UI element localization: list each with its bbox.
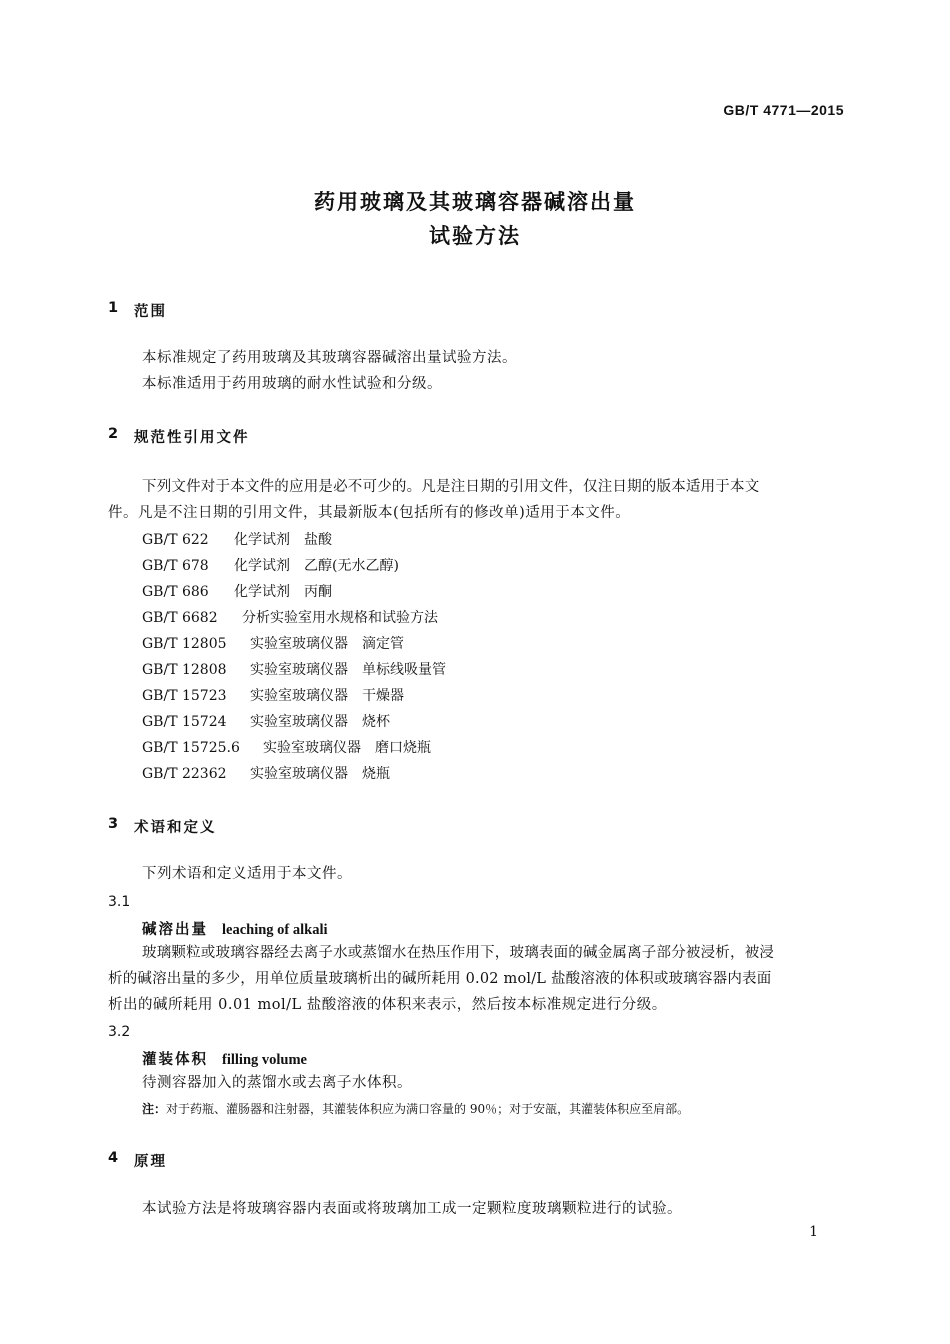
subsection-number: 3.2 (108, 1024, 131, 1040)
section-title: 术语和定义 (134, 820, 217, 836)
standard-code: GB/T 4771—2015 (723, 102, 844, 118)
reference-title: 化学试剂 盐酸 (234, 532, 332, 548)
reference-item (142, 607, 438, 627)
section-number: 3 (108, 816, 119, 832)
paragraph: 本试验方法是将玻璃容器内表面或将玻璃加工成一定颗粒度玻璃颗粒进行的试验。 (142, 1201, 682, 1217)
reference-title: 化学试剂 丙酮 (234, 584, 332, 600)
subsection-number: 3.1 (108, 894, 131, 910)
section-number: 1 (108, 300, 119, 316)
reference-code: GB/T 12808 (142, 662, 227, 678)
paragraph: 下列术语和定义适用于本文件。 (142, 866, 352, 882)
term-en: filling volume (222, 1052, 307, 1068)
reference-item (142, 555, 399, 575)
reference-code: GB/T 15723 (142, 688, 227, 704)
reference-item (142, 711, 390, 731)
reference-title: 实验室玻璃仪器 磨口烧瓶 (263, 740, 431, 756)
reference-item (142, 529, 332, 549)
reference-title: 分析实验室用水规格和试验方法 (242, 610, 438, 626)
note-label: 注： (142, 1102, 167, 1116)
reference-code: GB/T 6682 (142, 610, 218, 626)
reference-item (142, 737, 431, 757)
reference-item (142, 581, 332, 601)
section-title: 原理 (134, 1154, 167, 1170)
page-number: 1 (809, 1224, 818, 1240)
document-title-line-1: 药用玻璃及其玻璃容器碱溶出量 (314, 190, 636, 214)
section-title: 规范性引用文件 (134, 430, 250, 446)
section-title: 范围 (134, 304, 167, 320)
document-title-line-2: 试验方法 (429, 224, 521, 248)
definition-line: 玻璃颗粒或玻璃容器经去离子水或蒸馏水在热压作用下，玻璃表面的碱金属离子部分被浸析，被浸 (142, 945, 775, 961)
reference-item (142, 633, 404, 653)
definition-line: 析的碱溶出量的多少，用单位质量玻璃析出的碱所耗用 0.02 mol/L 盐酸溶液的体积或玻璃容器内表面 (108, 971, 772, 987)
reference-title: 实验室玻璃仪器 滴定管 (250, 636, 404, 652)
reference-item (142, 763, 390, 783)
definition-line: 待测容器加入的蒸馏水或去离子水体积。 (142, 1075, 412, 1091)
reference-code: GB/T 22362 (142, 766, 227, 782)
reference-code: GB/T 678 (142, 558, 209, 574)
reference-code: GB/T 12805 (142, 636, 227, 652)
section-number: 4 (108, 1150, 119, 1166)
paragraph-line: 下列文件对于本文件的应用是必不可少的。凡是注日期的引用文件，仅注日期的版本适用于本文 (142, 479, 760, 495)
reference-title: 实验室玻璃仪器 单标线吸量管 (250, 662, 446, 678)
reference-code: GB/T 686 (142, 584, 209, 600)
term-3-1 (142, 918, 328, 939)
note (142, 1100, 689, 1117)
paragraph-line: 件。凡是不注日期的引用文件，其最新版本(包括所有的修改单)适用于本文件。 (108, 505, 631, 521)
paragraph: 本标准规定了药用玻璃及其玻璃容器碱溶出量试验方法。 (142, 350, 517, 366)
reference-code: GB/T 15724 (142, 714, 227, 730)
note-text: 对于药瓶、灌肠器和注射器，其灌装体积应为满口容量的 90％；对于安瓿，其灌装体积应至肩部。 (166, 1102, 690, 1116)
term-3-2 (142, 1048, 307, 1069)
reference-code: GB/T 622 (142, 532, 209, 548)
reference-title: 实验室玻璃仪器 烧杯 (250, 714, 390, 730)
reference-code: GB/T 15725.6 (142, 740, 240, 756)
reference-title: 实验室玻璃仪器 烧瓶 (250, 766, 390, 782)
term-en: leaching of alkali (222, 922, 328, 938)
reference-item (142, 659, 446, 679)
section-number: 2 (108, 426, 119, 442)
term-zh: 碱溶出量 (142, 922, 208, 938)
definition-line: 析出的碱所耗用 0.01 mol/L 盐酸溶液的体积来表示，然后按本标准规定进行分级。 (108, 997, 667, 1013)
reference-title: 化学试剂 乙醇(无水乙醇) (234, 558, 399, 574)
term-zh: 灌装体积 (142, 1052, 208, 1068)
paragraph: 本标准适用于药用玻璃的耐水性试验和分级。 (142, 376, 442, 392)
reference-item (142, 685, 404, 705)
reference-title: 实验室玻璃仪器 干燥器 (250, 688, 404, 704)
